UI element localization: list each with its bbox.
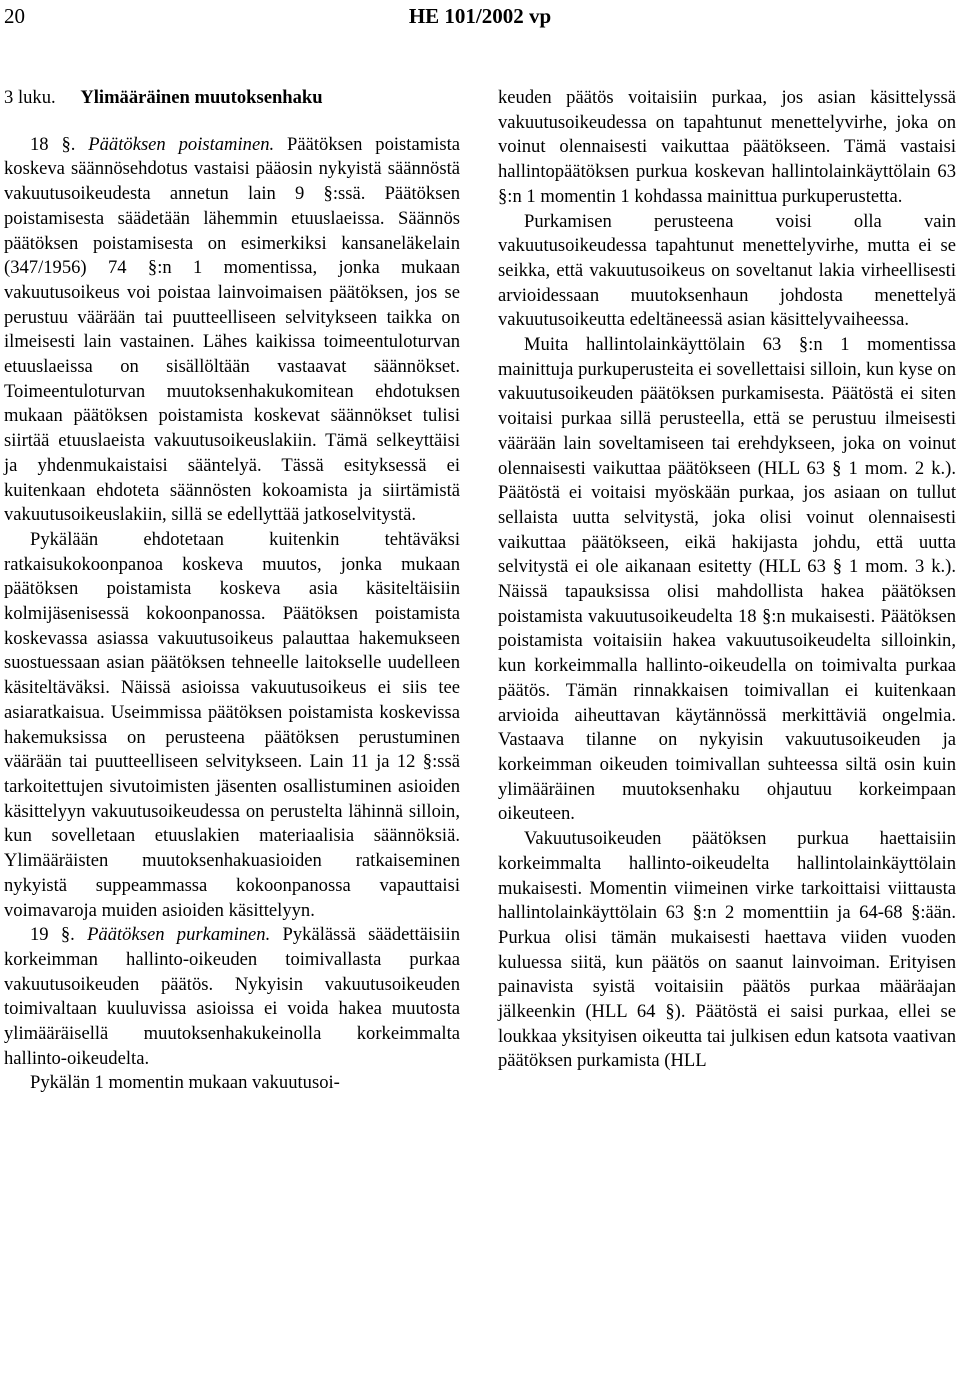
page-number: 20 — [4, 4, 25, 28]
chapter-heading — [4, 86, 460, 111]
body-paragraph: Purkamisen perusteena voisi olla vain vakuutusoikeudessa tapahtunut menettelyvirhe, mutta ei se seikka, että vakuutusoikeus on soveltanut lakia virheellisesti arvioidessaan muutoksenhaun johdosta menettelyä vakuutusoikeutta edeltäneessä asian käsittelyvaiheessa. — [498, 210, 956, 331]
section-18-text: Päätöksen poistamista koskeva säännösehdotus vastaisi pääosin nykyistä säännöstä vakuutusoikeudesta annetun lain 9 §:ssä. Päätöksen poistamisesta säädetään lähemmin etuuslaeissa. Säännös päätöksen poistamisesta on esimerkiksi kansaneläkelain (347/1956) 74 §:n 1 momentissa, jonka mukaan vakuutusoikeus voi poistaa lainvoimaisen päätöksen, jos se perustuu väärään tai puutteelliseen selvitykseen taikka on ilmeisesti lain vastainen. Lähes kaikissa toimeentuloturvan etuuslaeissa on sisällöltään vastaavat säännökset. Toimeentuloturvan muutoksenhakukomitean ehdotuksen mukaan päätöksen poistamista koskevat säännökset tulisi siirtää etuuslaeista vakuutusoikeuslakiin. Tämä selkeyttäisi ja yhdenmukaistaisi sääntelyä. Tässä esityksessä ei kuitenkaan ehdoteta säännösten kokoamista ja siirtämistä vakuutusoikeuslakiin, sillä se edellyttää jatkoselvitystä. — [4, 133, 460, 526]
section-18-paragraph — [4, 133, 460, 528]
section-19-heading: Päätöksen purkaminen. — [87, 924, 271, 946]
section-18-number: 18 §. — [30, 133, 76, 155]
left-column — [4, 86, 460, 1096]
section-19-paragraph — [4, 923, 460, 1071]
chapter-title: Ylimääräinen muutoksenhaku — [80, 87, 323, 108]
section-18-heading: Päätöksen poistaminen. — [88, 133, 275, 155]
body-paragraph: Pykälään ehdotetaan kuitenkin tehtäväksi ratkaisukokoonpanoa koskeva muutos, jonka mukaan päätöksen poistamista koskeva asia käsiteltäisiin kolmijäsenisessä kokoonpanossa. Päätöksen poistamista koskevassa asiassa vakuutusoikeus palauttaa hakemukseen suostuessaan asian päätöksen tehneelle laitokselle uudelleen käsiteltäväksi. Näissä asioissa vakuutusoikeus ei siis tee asiaratkaisua. Useimmissa päätöksen poistamista koskevissa hakemuksissa on perusteena päätöksen perustuminen väärään tai puutteelliseen selvitykseen. Lain 11 ja 12 §:ssä tarkoitettujen sivutoimisten jäsenten osallistuminen asioiden käsittelyyn vakuutusoikeudessa on perustelta lähinnä silloin, kun sovelletaan etuuslakien materiaalisia säännöksiä. Ylimääräisten muutoksenhakuasioiden ratkaiseminen nykyistä suppeammassa kokoonpanossa vapauttaisi voimavaroja muiden asioiden käsittelyyn. — [4, 528, 460, 921]
body-paragraph: Vakuutusoikeuden päätöksen purkua haettaisiin korkeimmalta hallinto-oikeudelta hallintolainkäyttölain mukaisesti. Momentin viimeinen virke tarkoittaisi viittausta hallintolainkäyttölain 63 §:n 2 momenttiin ja 64-68 §:ään. Purkua olisi tämän mukaisesti haettava viiden vuoden kuluessa siitä, kun päätös on saanut lainvoiman. Erityisen painavista syistä voitaisiin päätös purkaa määräajan jälkeenkin (HLL 64 §). Päätöstä ei saisi purkaa, ellei se loukkaa yksityisen oikeutta tai julkisen edun katsota vaativan päätöksen purkamista (HLL — [498, 828, 956, 1072]
right-column — [498, 86, 956, 1074]
body-paragraph: keuden päätös voitaisiin purkaa, jos asian käsittelyssä vakuutusoikeudessa on tapahtunut menettelyvirhe, joka on voinut olennaisesti vaikuttaa päätökseen. Tämä vastaisi hallintopäätöksen purkua koskevan hallintolainkäyttölain 63 §:n 1 momentin 1 kohdassa mainittua purkuperustetta. — [498, 87, 956, 207]
section-19-number: 19 §. — [30, 924, 75, 946]
document-reference: HE 101/2002 vp — [408, 4, 552, 28]
body-paragraph: Muita hallintolainkäyttölain 63 §:n 1 momentissa mainittuja purkuperusteita ei sovellettaisi silloin, kun kyse on vakuutusoikeuden päätöksen purkamisesta. Päätöstä ei siten voitaisi purkaa sillä perusteella, että se perustuu ilmeisesti väärään lain soveltamiseen tai erehdykseen, joka on voinut olennaisesti vaikuttaa päätökseen (HLL 63 § 1 mom. 2 k.). Päätöstä ei voitaisi myöskään purkaa, jos asiaan on tullut sellaista uutta selvitystä, joka olisi voinut olennaisesti vaikuttaa päätökseen, eikä hakijasta johdu, että uutta selvitystä ei ole aikanaan esitetty (HLL 63 § 1 mom. 3 k.). Näissä tapauksissa olisi mahdollista hakea päätöksen poistamista vakuutusoikeudelta 18 §:n mukaisesti. Päätöksen poistamista voitaisiin hakea vakuutusoikeudelta silloinkin, kun korkeimmalla hallinto-oikeudella on toimivalta purkaa päätös. Tämän rinnakkaisen toimivallan ei kuitenkaan arvioida aiheuttavan käytännössä merkittäviä ongelmia. Vastaava tilanne on nykyisin vakuutusoikeuden ja korkeimman oikeuden toimivallan suhteessa siltä osin kuin ylimääräinen muutoksenhaku ohjautuu korkeimpaan oikeuteen. — [498, 334, 956, 825]
chapter-number: 3 luku. — [4, 87, 56, 108]
body-paragraph: Pykälän 1 momentin mukaan vakuutusoi- — [30, 1072, 340, 1094]
section-19-text: Pykälässä säädettäisiin korkeimman hallinto-oikeuden toimivallasta purkaa vakuutusoikeuden päätös. Nykyisin vakuutusoikeuden toimivaltaan kuuluvissa asioissa ei voida hakea muutosta ylimääräisellä muutoksenhakukeinolla korkeimmalta hallinto-oikeudelta. — [4, 924, 461, 1069]
